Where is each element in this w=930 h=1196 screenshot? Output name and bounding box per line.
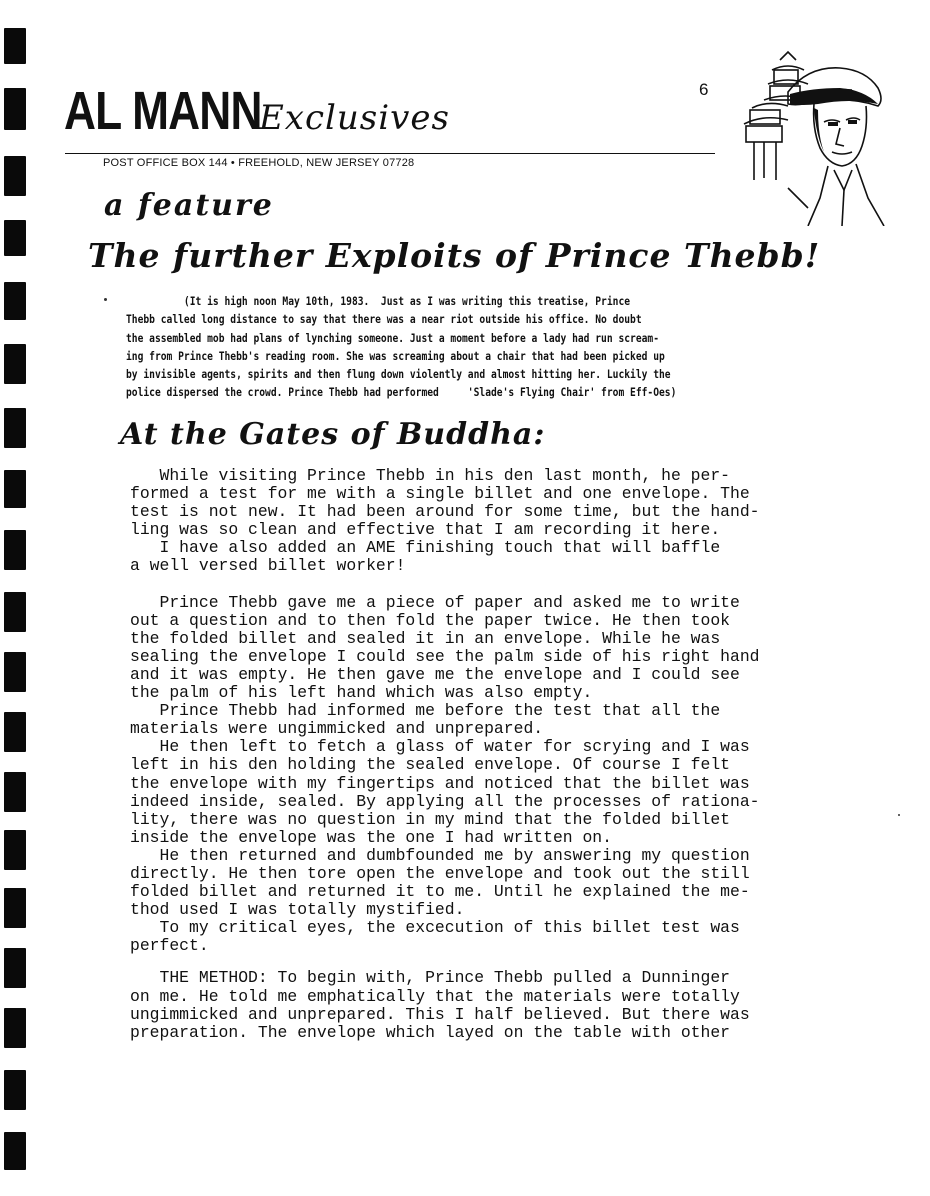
body-line: sealing the envelope I could see the palm side of his right hand — [130, 646, 760, 666]
body-line: out a question and to then fold the paper twice. He then took — [130, 610, 730, 630]
body-line: He then left to fetch a glass of water for scrying and I was — [130, 737, 750, 757]
body-line: test is not new. It had been around for some time, but the hand- — [130, 502, 760, 522]
article-body — [130, 467, 830, 1042]
section-title: At the Gates of Buddha: — [120, 417, 546, 452]
binder-holes — [0, 0, 40, 1196]
body-line: on me. He told me emphatically that the materials were totally — [130, 986, 740, 1006]
binder-hole — [4, 888, 26, 928]
binder-hole — [4, 592, 26, 632]
intro-line: police dispersed the crowd. Prince Thebb had performed 'Slade's Flying Chair' from Eff-Oes) — [126, 385, 677, 400]
binder-hole — [4, 530, 26, 570]
body-line: perfect. — [130, 936, 209, 956]
body-line: folded billet and returned it to me. Until he explained the me- — [130, 882, 750, 902]
body-line: indeed inside, sealed. By applying all the processes of rationa- — [130, 791, 760, 811]
body-line: ungimmicked and unprepared. This I half believed. But there was — [130, 1004, 750, 1024]
body-line: lity, there was no question in my mind that the folded billet — [130, 809, 730, 829]
binder-hole — [4, 830, 26, 870]
binder-hole — [4, 1132, 26, 1170]
intro-line: the assembled mob had plans of lynching someone. Just a moment before a lady had run scream- — [126, 330, 660, 345]
binder-hole — [4, 282, 26, 320]
body-line: Prince Thebb had informed me before the test that all the — [130, 701, 721, 721]
letterhead-brand — [64, 81, 450, 141]
intro-line: by invisible agents, spirits and then flung down violently and almost hitting her. Luckily the — [126, 367, 671, 382]
body-line: the palm of his left hand which was also empty. — [130, 683, 593, 703]
body-line: I have also added an AME finishing touch that will baffle — [130, 538, 721, 558]
body-line: Prince Thebb gave me a piece of paper and asked me to write — [130, 592, 740, 612]
portrait-illustration — [728, 48, 888, 226]
binder-hole — [4, 344, 26, 384]
paper-speck — [104, 298, 107, 301]
intro-line: (It is high noon May 10th, 1983. Just as I was writing this treatise, Prince — [126, 294, 631, 308]
binder-hole — [4, 156, 26, 196]
binder-hole — [4, 88, 26, 130]
body-line: inside the envelope was the one I had written on. — [130, 827, 612, 847]
body-line: materials were ungimmicked and unprepared. — [130, 719, 544, 739]
binder-hole — [4, 28, 26, 64]
paragraph-gap — [130, 576, 830, 594]
intro-line: Thebb called long distance to say that there was a near riot outside his office. No doubt — [126, 312, 642, 327]
body-line: directly. He then tore open the envelope and took out the still — [130, 863, 750, 883]
letterhead-rule — [65, 153, 715, 154]
body-line: preparation. The envelope which layed on the table with other — [130, 1022, 730, 1042]
page-number: 6 — [699, 80, 709, 99]
body-line: THE METHOD: To begin with, Prince Thebb pulled a Dunninger — [130, 968, 730, 988]
body-line: left in his den holding the sealed envelope. Of course I felt — [130, 755, 730, 775]
binder-hole — [4, 772, 26, 812]
binder-hole — [4, 652, 26, 692]
binder-hole — [4, 1008, 26, 1048]
binder-hole — [4, 408, 26, 448]
body-line: He then returned and dumbfounded me by answering my question — [130, 845, 750, 865]
body-line: and it was empty. He then gave me the envelope and I could see — [130, 664, 740, 684]
body-line: While visiting Prince Thebb in his den last month, he per- — [130, 466, 730, 485]
binder-hole — [4, 220, 26, 256]
body-line: thod used I was totally mystified. — [130, 900, 465, 920]
binder-hole — [4, 948, 26, 988]
body-line: the folded billet and sealed it in an envelope. While he was — [130, 628, 721, 648]
binder-hole — [4, 1070, 26, 1110]
brand-script: Exclusives — [258, 98, 450, 138]
body-line: To my critical eyes, the excecution of this billet test was — [130, 918, 740, 938]
binder-hole — [4, 712, 26, 752]
feature-kicker: a feature — [104, 188, 274, 223]
paragraph-gap — [130, 955, 830, 969]
letterhead-address: POST OFFICE BOX 144 • FREEHOLD, NEW JERSEY 07728 — [103, 157, 415, 169]
body-line: formed a test for me with a single billet and one envelope. The — [130, 484, 750, 504]
article-title: The further Exploits of Prince Thebb! — [88, 236, 821, 275]
binder-hole — [4, 470, 26, 508]
paper-speck — [898, 814, 900, 816]
brand-name: AL MANN — [64, 81, 262, 141]
body-line: a well versed billet worker! — [130, 556, 406, 576]
body-line: ling was so clean and effective that I am recording it here. — [130, 520, 721, 540]
intro-line: ing from Prince Thebb's reading room. She was screaming about a chair that had been picked up — [126, 348, 665, 363]
intro-note — [126, 292, 707, 402]
body-line: the envelope with my fingertips and noticed that the billet was — [130, 773, 750, 793]
